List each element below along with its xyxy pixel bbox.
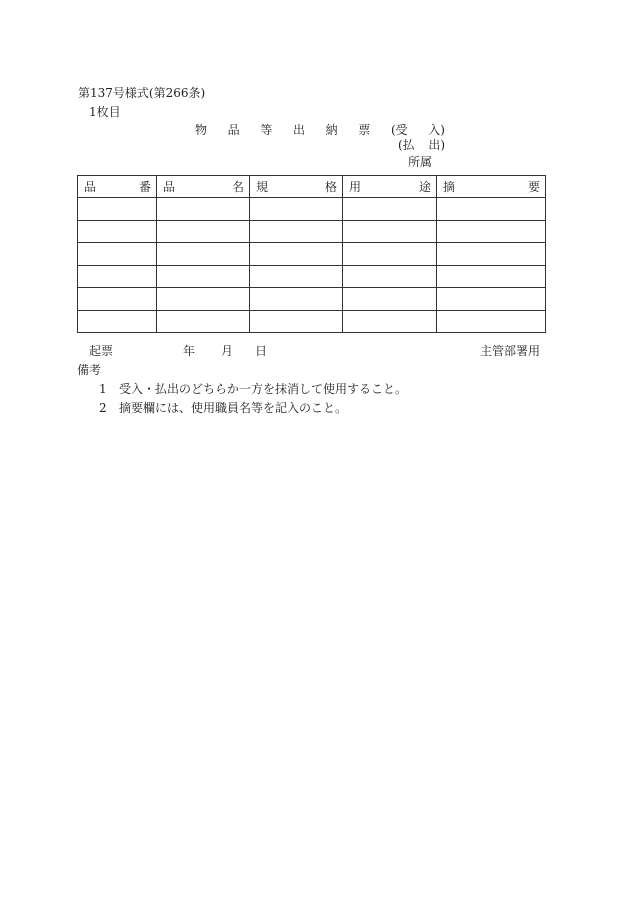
title-char: 票 — [358, 123, 371, 137]
form-number: 第137号様式(第266条) — [78, 86, 206, 100]
table-cell[interactable] — [157, 198, 250, 221]
column-header-remarks: 摘 要 — [437, 176, 546, 198]
table-cell[interactable] — [157, 265, 250, 288]
title-char: 入) — [428, 123, 445, 137]
department-label: 主管部署用 — [480, 344, 541, 358]
note-number: 2 — [99, 401, 107, 415]
table-row — [78, 310, 546, 333]
table-cell[interactable] — [437, 243, 546, 266]
table-cell[interactable] — [78, 265, 157, 288]
table-cell[interactable] — [437, 265, 546, 288]
table-row — [78, 288, 546, 311]
affiliation-label: 所属 — [408, 155, 433, 169]
table-cell[interactable] — [437, 310, 546, 333]
table-cell[interactable] — [250, 288, 343, 311]
table-cell[interactable] — [250, 243, 343, 266]
table-cell[interactable] — [437, 220, 546, 243]
title-char: 等 — [260, 123, 273, 137]
year-label: 年 — [183, 344, 196, 358]
table-row — [78, 198, 546, 221]
table-cell[interactable] — [343, 198, 437, 221]
remarks-heading: 備考 — [77, 363, 102, 377]
column-header-item-name: 品 名 — [157, 176, 250, 198]
table-cell[interactable] — [78, 243, 157, 266]
table-cell[interactable] — [250, 198, 343, 221]
table-header-row — [78, 176, 546, 198]
month-label: 月 — [221, 344, 234, 358]
table-cell[interactable] — [343, 243, 437, 266]
note-text: 受入・払出のどちらか一方を抹消して使用すること。 — [119, 382, 408, 396]
title-char: 出 — [292, 123, 305, 137]
note-number: 1 — [99, 382, 107, 396]
column-header-specification: 規 格 — [250, 176, 343, 198]
title-char: 品 — [227, 123, 240, 137]
table-cell[interactable] — [157, 310, 250, 333]
table-cell[interactable] — [78, 288, 157, 311]
title-char: 納 — [325, 123, 338, 137]
table-cell[interactable] — [78, 198, 157, 221]
table-cell[interactable] — [157, 288, 250, 311]
table-row — [78, 243, 546, 266]
remark-note — [99, 380, 407, 397]
table-cell[interactable] — [343, 288, 437, 311]
form-title-alternate — [398, 136, 445, 153]
note-text: 摘要欄には、使用職員名等を記入のこと。 — [119, 401, 348, 415]
table-cell[interactable] — [78, 220, 157, 243]
table-cell[interactable] — [437, 288, 546, 311]
table-cell[interactable] — [78, 310, 157, 333]
table-cell[interactable] — [250, 310, 343, 333]
remark-note — [99, 399, 347, 416]
ledger-table — [77, 175, 546, 333]
table-row — [78, 265, 546, 288]
table-cell[interactable] — [437, 198, 546, 221]
table-cell[interactable] — [343, 265, 437, 288]
title-char: (払 — [398, 138, 415, 152]
column-header-item-number: 品 番 — [78, 176, 157, 198]
day-label: 日 — [255, 344, 268, 358]
table-cell[interactable] — [343, 310, 437, 333]
title-char: 物 — [195, 123, 208, 137]
table-cell[interactable] — [157, 220, 250, 243]
table-cell[interactable] — [250, 265, 343, 288]
column-header-purpose: 用 途 — [343, 176, 437, 198]
table-cell[interactable] — [157, 243, 250, 266]
title-char: (受 — [390, 123, 408, 137]
table-cell[interactable] — [343, 220, 437, 243]
sheet-label: 1枚目 — [89, 105, 121, 119]
table-row — [78, 220, 546, 243]
table-cell[interactable] — [250, 220, 343, 243]
title-char: 出) — [428, 138, 445, 152]
issue-label: 起票 — [89, 344, 114, 358]
